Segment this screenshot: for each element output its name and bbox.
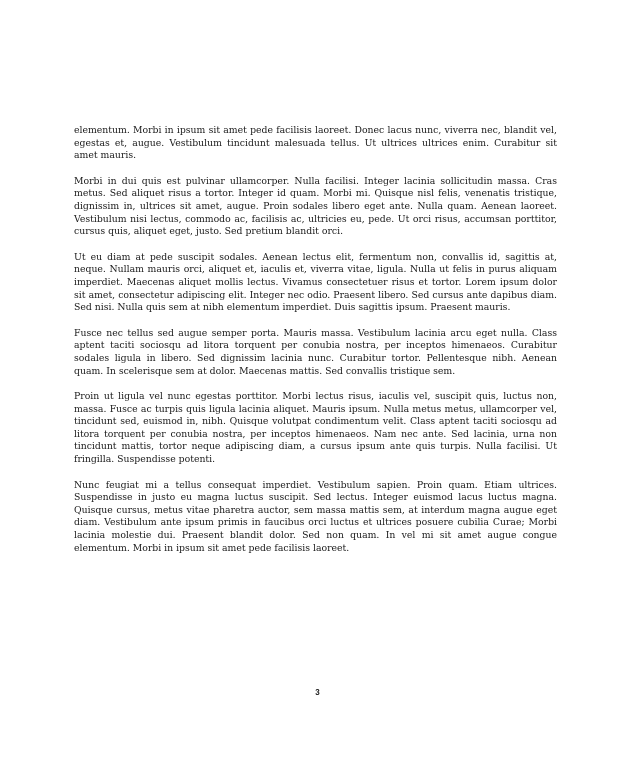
paragraph-1: elementum. Morbi in ipsum sit amet pede facilisis laoreet. Donec lacus nunc, viverra nec, blandit vel, egestas et, augue. Vestibulum tincidunt malesuada tellus. Ut ultrices ultrices enim. Curabitur sit amet mauris. (74, 125, 557, 162)
paragraph-5: Proin ut ligula vel nunc egestas porttitor. Morbi lectus risus, iaculis vel, suscipit quis, luctus non, massa. Fusce ac turpis quis ligula lacinia aliquet. Mauris ipsum. Nulla metus metus, ullamcorper vel, tincidunt sed, euismod in, nibh. Quisque volutpat condimentum velit. Class aptent taciti sociosqu ad litora torquent per conubia nostra, per inceptos himenaeos. Nam nec ante. Sed lacinia, urna non tincidunt mattis, tortor neque adipiscing diam, a cursus ipsum ante quis turpis. Nulla facilisi. Ut fringilla. Suspendisse potenti. (74, 391, 557, 466)
document-body (74, 125, 557, 568)
paragraph-6: Nunc feugiat mi a tellus consequat imperdiet. Vestibulum sapien. Proin quam. Etiam ultrices. Suspendisse in justo eu magna luctus suscipit. Sed lectus. Integer euismod lacus luctus magna. Quisque cursus, metus vitae pharetra auctor, sem massa mattis sem, at interdum magna augue eget diam. Vestibulum ante ipsum primis in faucibus orci luctus et ultrices posuere cubilia Curae; Morbi lacinia molestie dui. Praesent blandit dolor. Sed non quam. In vel mi sit amet augue congue elementum. Morbi in ipsum sit amet pede facilisis laoreet. (74, 479, 557, 554)
paragraph-4: Fusce nec tellus sed augue semper porta. Mauris massa. Vestibulum lacinia arcu eget nulla. Class aptent taciti sociosqu ad litora torquent per conubia nostra, per inceptos himenaeos. Curabitur sodales ligula in libero. Sed dignissim lacinia nunc. Curabitur tortor. Pellentesque nibh. Aenean quam. In scelerisque sem at dolor. Maecenas mattis. Sed convallis tristique sem. (74, 327, 557, 377)
paragraph-2: Morbi in dui quis est pulvinar ullamcorper. Nulla facilisi. Integer lacinia sollicitudin massa. Cras metus. Sed aliquet risus a tortor. Integer id quam. Morbi mi. Quisque nisl felis, venenatis tristique, dignissim in, ultrices sit amet, augue. Proin sodales libero eget ante. Nulla quam. Aenean laoreet. Vestibulum nisi lectus, commodo ac, facilisis ac, ultricies eu, pede. Ut orci risus, accumsan porttitor, cursus quis, aliquet eget, justo. Sed pretium blandit orci. (74, 175, 557, 238)
paragraph-3: Ut eu diam at pede suscipit sodales. Aenean lectus elit, fermentum non, convallis id, sagittis at, neque. Nullam mauris orci, aliquet et, iaculis et, viverra vitae, ligula. Nulla ut felis in purus aliquam imperdiet. Maecenas aliquet mollis lectus. Vivamus consectetuer risus et tortor. Lorem ipsum dolor sit amet, consectetur adipiscing elit. Integer nec odio. Praesent libero. Sed cursus ante dapibus diam. Sed nisi. Nulla quis sem at nibh elementum imperdiet. Duis sagittis ipsum. Praesent mauris. (74, 251, 557, 314)
page-number: 3 (315, 688, 320, 697)
